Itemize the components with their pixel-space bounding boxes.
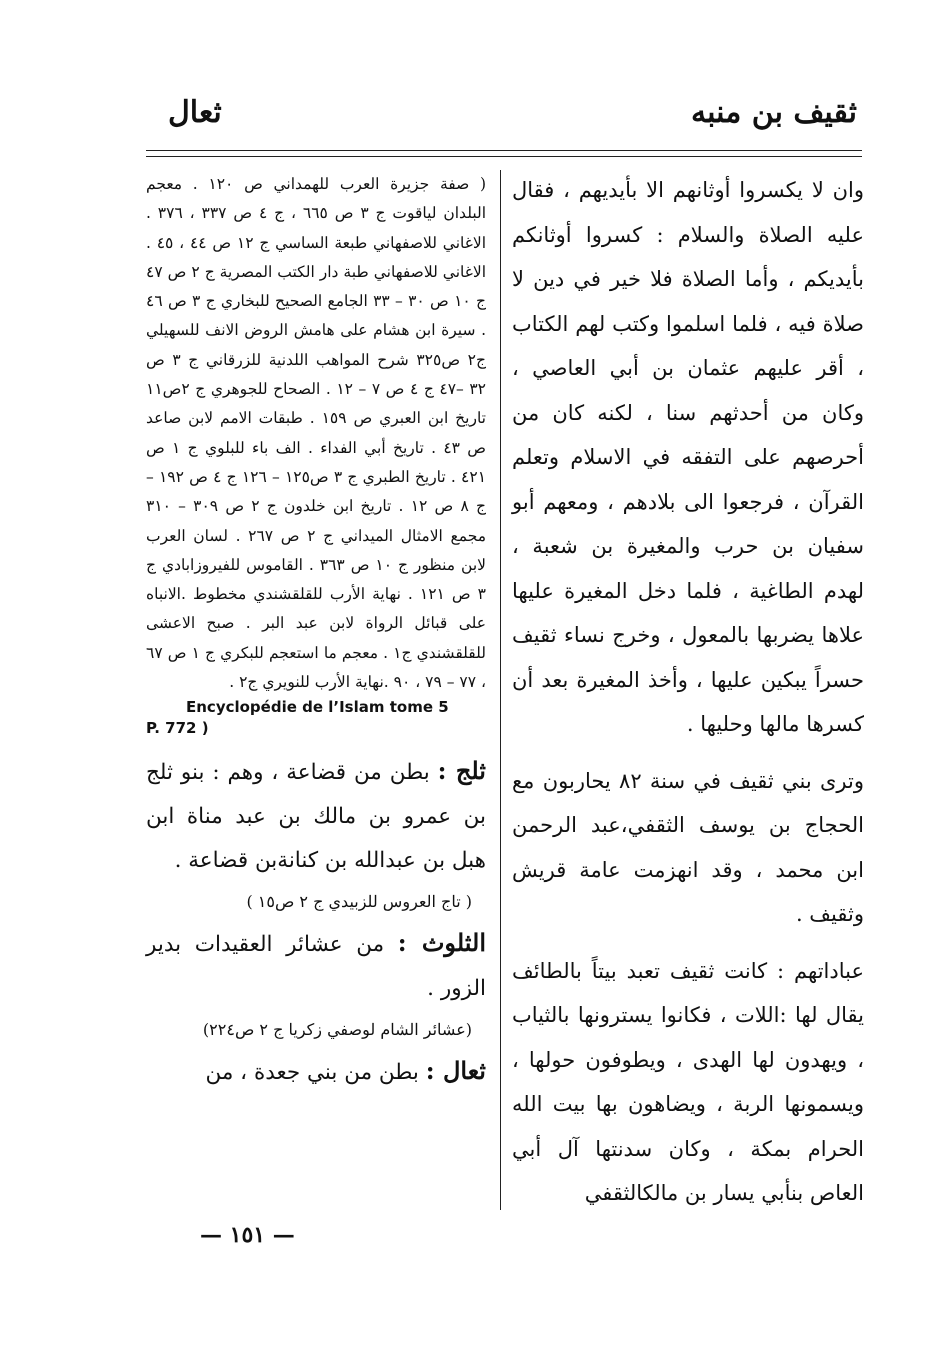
entry-thaluth-head: الثلوث : bbox=[397, 928, 486, 958]
references-list: ( صفة جزيرة العرب للهمداني ص ١٢٠ . معجم البلدان لياقوت ج ٣ ص ٦٦٥ ، ج ٤ ص ٣٣٧ ، ٣٧٦ . الاغاني للاصفهاني طبعة الساسي ج ١٢ ص ٤٤ ، ٤٥ . الاغاني للاصفهاني طبة دار الكتب المصرية ج ٢ ص ٤٧ ج ١٠ ص ٣٠ – ٣٣ الجامع الصحيح للبخاري ج ٣ ص ٤٦ . سيرة ابن هشام على هامش الروض الانف للسهيلي ج٢ ص٣٢٥ شرح المواهب اللدنية للزرقاني ج ٣ ص ٣٢ –٤٧ ج ٤ ص ٧ – ١٢ . الصحاح للجوهري ج ٢ص١١ تاريخ ابن العبري ص ١٥٩ . طبقات الامم لابن صاعد ص ٤٣ . تاريخ أبي الفداء . الف باء للبلوي ج ١ ص ٤٢١ . تاريخ الطبري ج ٣ ص١٢٥ – ١٢٦ ج ٤ ص ١٩٢ – ج ٨ ص ١٢ . تاريخ ابن خلدون ج ٢ ص ٣٠٩ – ٣١٠ مجمع الامثال الميداني ج ٢ ص ٢٦٧ . لسان العرب لابن منظور ج ١٠ ص ٣٦٣ . القاموس للفيروزابادي ج ٣ ص ١٢١ . نهاية الأرب للقلقشندي مخطوط .الانباه على قبائل الرواة لابن عبد البر . صبح الاعشى للقلقشندي ج١ . معجم ما استعجم للبكري ج ١ ص ٦٧ ، ٧٧ – ٧٩ ، ٩٠ .نهاية الأرب للنويري ج٢ . bbox=[146, 175, 487, 692]
entry-thual bbox=[146, 1049, 486, 1095]
entry-thaluth bbox=[146, 921, 486, 1011]
header-rule-top bbox=[146, 150, 862, 151]
entry-thalj-body: بطن من قضاعة ، وهم : بنو ثلج بن عمرو بن مالك بن عبد مناة ابن هبل بن عبدالله بن كنانةبن قضاعة . bbox=[146, 760, 486, 874]
entry-thalj-citation: ( تاج العروس للزبيدي ج ٢ ص١٥ ) bbox=[246, 892, 472, 912]
french-reference bbox=[146, 697, 486, 739]
entry-thalj-head: ثلج : bbox=[437, 756, 486, 786]
page-number: — ١٥١ — bbox=[200, 1222, 295, 1248]
french-reference-line1: Encyclopédie de l’Islam tome 5 bbox=[186, 698, 449, 717]
french-reference-line2: P. 772 ) bbox=[146, 719, 209, 738]
entry-thaluth-citation: (عشائر الشام لوصفي زكريا ج ٢ ص٢٢٤) bbox=[202, 1020, 472, 1040]
left-column bbox=[146, 170, 486, 1095]
paragraph-worship: عباداتهم : كانت ثقيف تعبد بيتاً بالطائف يقال لها :اللات ، فكانوا يسترونها بالثياب ، ويهدون لها الهدى ، ويطوفون حولها ، ويسمونها الربة ، ويضاهون بها بيت الله الحرام بمكة ، وكان سدنتها آل أبي العاص بنأبي يسار بن مالكالثقفي bbox=[512, 958, 864, 1205]
entry-thalj bbox=[146, 749, 486, 883]
page-header-keyword: ثعال bbox=[168, 95, 222, 130]
entry-thual-body: بطن من بني جعدة ، من bbox=[205, 1060, 419, 1086]
paragraph-conversion: وان لا يكسروا أوثانهم الا بأيديهم ، فقال عليه الصلاة والسلام : كسروا أوثانكم بأيديكم ، وأما الصلاة فلا خير في دين لا صلاة فيه ، فلما اسلموا وكتب لهم الكتاب ، أقر عليهم عثمان بن أبي العاصي ، وكان من أحدثهم سنا ، لكنه كان من أحرصهم على التفقه في الاسلام وتعلم القرآن ، فرجعوا الى بلادهم ، ومعهم أبو سفيان بن حرب والمغيرة بن شعبة ، لهدم الطاغية ، فلما دخل المغيرة عليها علاها يضربها بالمعول ، وخرج نساء ثقيف حسراً يبكين عليها ، وأخذ المغيرة بعد أن كسرها مالها وحليها . bbox=[512, 178, 864, 736]
header-rule-bottom bbox=[146, 156, 862, 157]
paragraph-battle: وترى بني ثقيف في سنة ٨٢ يحاربون مع الحجاج بن يوسف الثقفي،عبد الرحمن ابن محمد ، وقد انهزمت عامة قريش وثقيف . bbox=[512, 768, 864, 926]
page-header-title: ثقيف بن منبه bbox=[691, 95, 857, 130]
entry-thaluth-body: من عشائر العقيدات بدير الزور . bbox=[146, 932, 486, 1002]
column-divider bbox=[500, 170, 501, 1210]
right-column bbox=[512, 168, 864, 1216]
entry-thual-head: ثعال : bbox=[425, 1056, 486, 1086]
